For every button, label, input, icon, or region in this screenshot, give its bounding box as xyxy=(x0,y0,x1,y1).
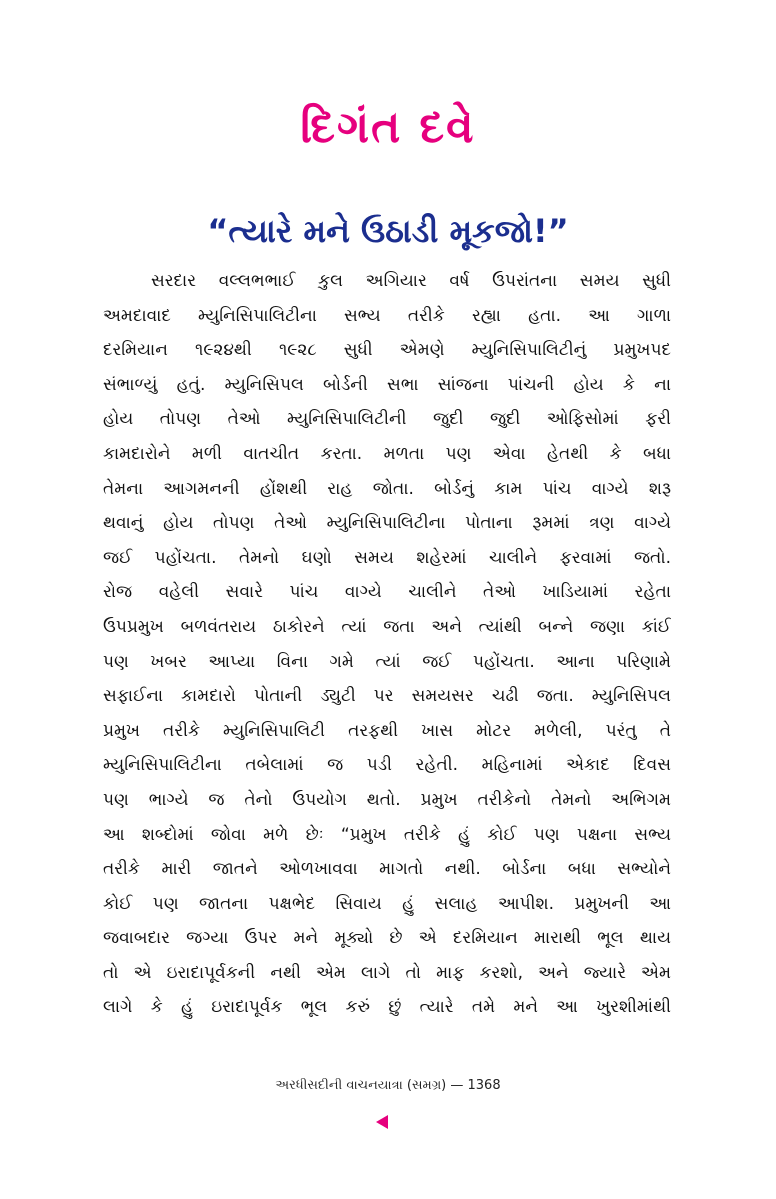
body-line: અમદાવાદ મ્યુનિસિપાલિટીના સભ્ય તરીકે રહ્યા હતા. આ ગાળા xyxy=(103,305,671,326)
body-line: હોય તોપણ તેઓ મ્યુનિસિપાલિટીની જુદી જુદી ઓફિસોમાં ફરી xyxy=(103,409,671,430)
body-line: કામદારોને મળી વાતચીત કરતા. મળતા પણ એવા હેતથી કે બધા xyxy=(103,443,671,464)
body-line: પ્રમુખ તરીકે મ્યુનિસિપાલિટી તરફથી ખાસ મોટર મળેલી, પરંતુ તે xyxy=(103,720,671,741)
body-line: તરીકે મારી જાતને ઓળખાવવા માગતો નથી. બોર્ડના બધા સભ્યોને xyxy=(103,859,671,880)
body-line: પણ ખબર આપ્યા વિના ગમે ત્યાં જઈ પહોંચતા. આના પરિણામે xyxy=(103,651,671,672)
body-line: દરમિયાન ૧૯૨૪થી ૧૯૨૮ સુધી એમણે મ્યુનિસિપાલિટીનું પ્રમુખપદ xyxy=(103,340,671,361)
body-line: પણ ભાગ્યે જ તેનો ઉપયોગ થતો. પ્રમુખ તરીકેનો તેમનો અભિગમ xyxy=(103,789,671,810)
article-body xyxy=(103,264,671,1025)
body-line: સફાઈના કામદારો પોતાની ડ્યુટી પર સમયસર ચઢી જતા. મ્યુનિસિપલ xyxy=(103,686,671,707)
author-name: દિગંત દવે xyxy=(300,102,476,153)
article-title: “ત્યારે મને ઉઠાડી મૂકજો!” xyxy=(207,212,569,250)
page-footer: અરધીસદીની વાચનયાત્રા (સમગ્ર) — 1368 xyxy=(275,1078,501,1093)
body-line: તો એ ઇરાદાપૂર્વકની નથી એમ લાગે તો માફ કરશો, અને જ્યારે એમ xyxy=(103,962,671,983)
body-line: કોઈ પણ જાતના પક્ષભેદ સિવાય હું સલાહ આપીશ. પ્રમુખની આ xyxy=(103,893,671,914)
body-line: લાગે કે હું ઇરાદાપૂર્વક ભૂલ કરું છું ત્યારે તમે મને આ ખુરશીમાંથી xyxy=(103,997,671,1018)
body-line: ઉપપ્રમુખ બળવંતરાય ઠાકોરને ત્યાં જતા અને ત્યાંથી બન્ને જણા કાંઈ xyxy=(103,616,671,637)
body-line: જવાબદાર જગ્યા ઉપર મને મૂક્યો છે એ દરમિયાન મારાથી ભૂલ થાય xyxy=(103,928,671,949)
body-line: મ્યુનિસિપાલિટીના તબેલામાં જ પડી રહેતી. મહિનામાં એકાદ દિવસ xyxy=(103,755,671,776)
body-line: જઈ પહોંચતા. તેમનો ઘણો સમય શહેરમાં ચાલીને ફરવામાં જતો. xyxy=(103,547,671,568)
body-line: તેમના આગમનની હોંશથી રાહ જોતા. બોર્ડનું કામ પાંચ વાગ્યે શરૂ xyxy=(103,478,671,499)
body-line: રોજ વહેલી સવારે પાંચ વાગ્યે ચાલીને તેઓ ખાડિયામાં રહેતા xyxy=(103,582,671,603)
body-line: થવાનું હોય તોપણ તેઓ મ્યુનિસિપાલિટીના પોતાના રૂમમાં ત્રણ વાગ્યે xyxy=(103,513,671,534)
left-triangle-icon xyxy=(376,1115,388,1129)
body-line: સંભાળ્યું હતું. મ્યુનિસિપલ બોર્ડની સભા સાંજના પાંચની હોય કે ના xyxy=(103,374,671,395)
body-line: સરદાર વલ્લભભાઈ કુલ અગિયાર વર્ષ ઉપરાંતના સમય સુધી xyxy=(151,271,671,291)
body-line: આ શબ્દોમાં જોવા મળે છેઃ “પ્રમુખ તરીકે હું કોઈ પણ પક્ષના સભ્ય xyxy=(103,824,671,845)
